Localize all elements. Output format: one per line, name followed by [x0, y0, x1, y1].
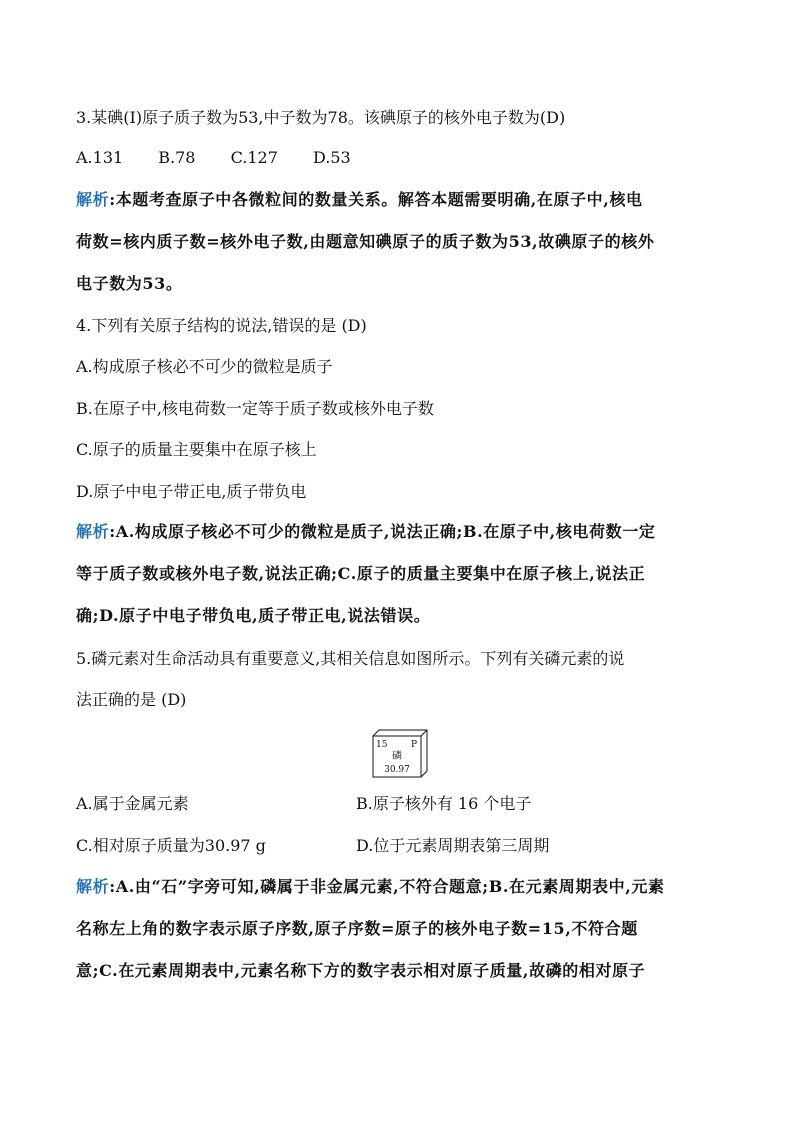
q5-option-c: C.相对原子质量为30.97 g [76, 836, 266, 855]
q3-options [76, 148, 351, 168]
q5-option-d: D.位于元素周期表第三周期 [356, 836, 550, 855]
analysis-tag: 解析 [76, 190, 110, 209]
q5-option-a: A.属于金属元素 [76, 794, 189, 813]
q5-stem-line-1: 5.磷元素对生命活动具有重要意义,其相关信息如图所示。下列有关磷元素的说 [76, 649, 625, 668]
card-symbol: P [411, 740, 418, 750]
q4-analysis-line-1: 解析:A.构成原子核必不可少的微粒是质子,说法正确;B.在原子中,核电荷数一定 [76, 522, 656, 541]
phosphorus-element-card [368, 729, 428, 779]
q4-option-c: C.原子的质量主要集中在原子核上 [76, 440, 317, 459]
q4-stem: 4.下列有关原子结构的说法,错误的是 (D) [76, 316, 367, 335]
q3-option-a: A.131 [76, 148, 124, 167]
q3-option-b: B.78 [158, 148, 196, 167]
q4-analysis-line-3: 确;D.原子中电子带负电,质子带正电,说法错误。 [76, 606, 431, 625]
analysis-tag: 解析 [76, 522, 110, 541]
q4-option-b: B.在原子中,核电荷数一定等于质子数或核外电子数 [76, 399, 434, 418]
card-element-name: 磷 [392, 751, 402, 762]
q5-options-row-1 [76, 794, 189, 814]
q5-analysis-line-2: 名称左上角的数字表示原子序数,原子序数=原子的核外电子数=15,不符合题 [76, 919, 638, 938]
q5-option-b: B.原子核外有 16 个电子 [356, 794, 532, 813]
analysis-tag: 解析 [76, 877, 110, 896]
q3-analysis-line-3: 电子数为53。 [76, 274, 183, 293]
q3-stem: 3.某碘(I)原子质子数为53,中子数为78。该碘原子的核外电子数为(D) [76, 108, 566, 127]
q3-option-c: C.127 [230, 148, 278, 167]
q3-analysis-line-1: 解析:本题考查原子中各微粒间的数量关系。解答本题需要明确,在原子中,核电 [76, 190, 643, 209]
card-atomic-number: 15 [376, 740, 388, 750]
card-atomic-mass: 30.97 [384, 765, 410, 775]
q5-stem-line-2: 法正确的是 (D) [76, 690, 187, 709]
q4-option-d: D.原子中电子带正电,质子带负电 [76, 482, 307, 501]
q5-analysis-line-3: 意;C.在元素周期表中,元素名称下方的数字表示相对原子质量,故磷的相对原子 [76, 961, 646, 980]
q3-analysis-line-2: 荷数=核内质子数=核外电子数,由题意知碘原子的质子数为53,故碘原子的核外 [76, 232, 655, 251]
q3-option-d: D.53 [312, 148, 351, 167]
q4-option-a: A.构成原子核必不可少的微粒是质子 [76, 357, 333, 376]
q4-analysis-line-2: 等于质子数或核外电子数,说法正确;C.原子的质量主要集中在原子核上,说法正 [76, 564, 646, 583]
q5-analysis-line-1: 解析:A.由“石”字旁可知,磷属于非金属元素,不符合题意;B.在元素周期表中,元素 [76, 877, 665, 896]
